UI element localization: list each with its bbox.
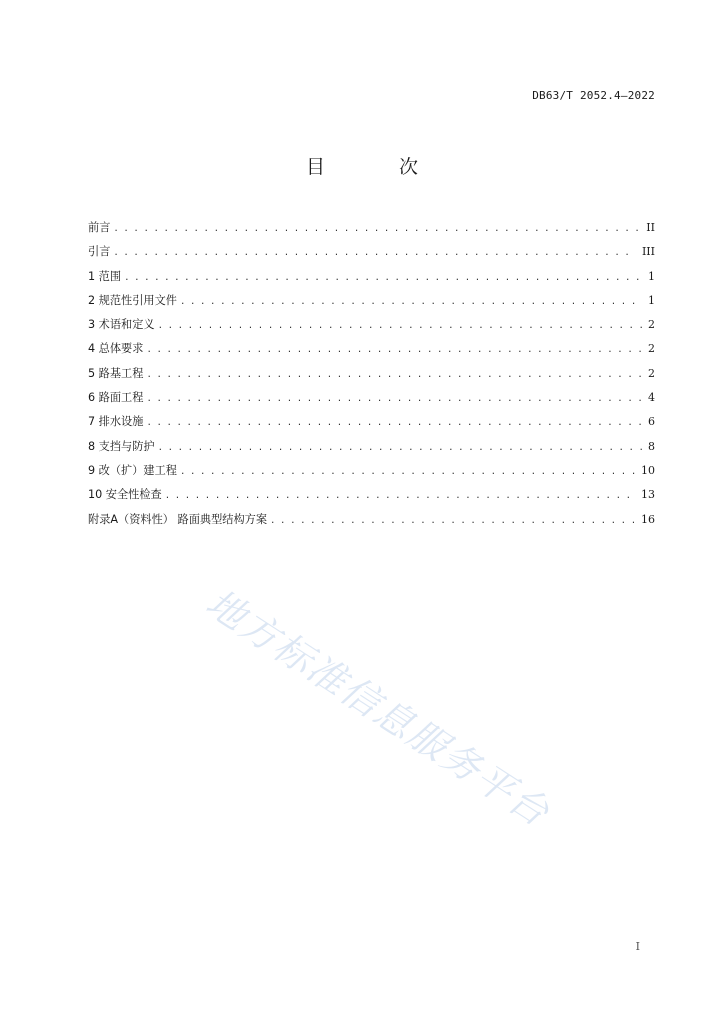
toc-dot-leader	[146, 365, 642, 385]
toc-entry-safety-inspection[interactable]	[88, 485, 655, 509]
toc-entry-page: 6	[648, 415, 655, 429]
toc-entry-label: 前言	[88, 221, 111, 234]
toc-entry-reconstruction[interactable]	[88, 461, 655, 485]
toc-entry-page: 2	[648, 318, 655, 332]
toc-dot-leader	[124, 268, 642, 288]
toc-dot-leader	[180, 292, 642, 312]
toc-dot-leader	[146, 389, 642, 409]
toc-dot-leader	[158, 438, 642, 458]
toc-entry-page: 4	[648, 391, 655, 405]
toc-dot-leader	[146, 340, 642, 360]
toc-dot-leader	[270, 511, 635, 531]
toc-entry-pavement-works[interactable]	[88, 388, 655, 412]
toc-entry-label: 10 安全性检查	[88, 488, 162, 502]
toc-entry-page: 8	[648, 439, 655, 453]
toc-entry-label: 4 总体要求	[88, 342, 144, 356]
toc-entry-label: 引言	[88, 245, 111, 259]
toc-entry-label: 6 路面工程	[88, 391, 144, 405]
toc-entry-page: III	[641, 245, 655, 259]
toc-entry-page: 13	[641, 488, 655, 502]
toc-entry-page: 2	[648, 342, 655, 356]
toc-dot-leader	[146, 413, 642, 433]
watermark-text: 地方标准信息服务平台	[198, 580, 558, 836]
toc-entry-general-requirements[interactable]	[88, 339, 655, 363]
document-code: DB63/T 2052.4—2022	[532, 89, 655, 102]
toc-entry-terms-definitions[interactable]	[88, 315, 655, 339]
toc-entry-page: 1	[648, 293, 655, 307]
toc-entry-scope[interactable]	[88, 267, 655, 291]
toc-entry-appendix-a[interactable]	[88, 510, 655, 534]
toc-entry-normative-references[interactable]	[88, 291, 655, 315]
toc-entry-page: 16	[641, 512, 655, 526]
toc-dot-leader	[113, 219, 640, 239]
toc-dot-leader	[165, 486, 635, 506]
toc-entry-foreword[interactable]	[88, 218, 655, 242]
page-number: I	[635, 940, 640, 953]
toc-entry-drainage[interactable]	[88, 412, 655, 436]
toc-entry-label: 5 路基工程	[88, 366, 144, 380]
toc-entry-introduction[interactable]	[88, 242, 655, 266]
toc-dot-leader	[158, 316, 642, 336]
toc-entry-page: 10	[641, 463, 655, 477]
toc-entry-label: 7 排水设施	[88, 415, 144, 429]
toc-entry-page: 2	[648, 366, 655, 380]
toc-entry-label: 1 范围	[88, 269, 122, 283]
toc-entry-label: 附录A（资料性） 路面典型结构方案	[88, 512, 268, 526]
table-of-contents	[88, 218, 655, 534]
toc-entry-label: 9 改（扩）建工程	[88, 463, 177, 477]
toc-dot-leader	[113, 243, 636, 263]
toc-entry-label: 8 支挡与防护	[88, 439, 155, 453]
page-title: 目 次	[305, 156, 453, 178]
toc-entry-page: II	[646, 221, 655, 234]
toc-entry-label: 2 规范性引用文件	[88, 293, 177, 307]
toc-entry-page: 1	[648, 269, 655, 283]
toc-dot-leader	[180, 462, 635, 482]
toc-entry-label: 3 术语和定义	[88, 318, 155, 332]
toc-entry-retaining-protection[interactable]	[88, 437, 655, 461]
toc-entry-subgrade-works[interactable]	[88, 364, 655, 388]
